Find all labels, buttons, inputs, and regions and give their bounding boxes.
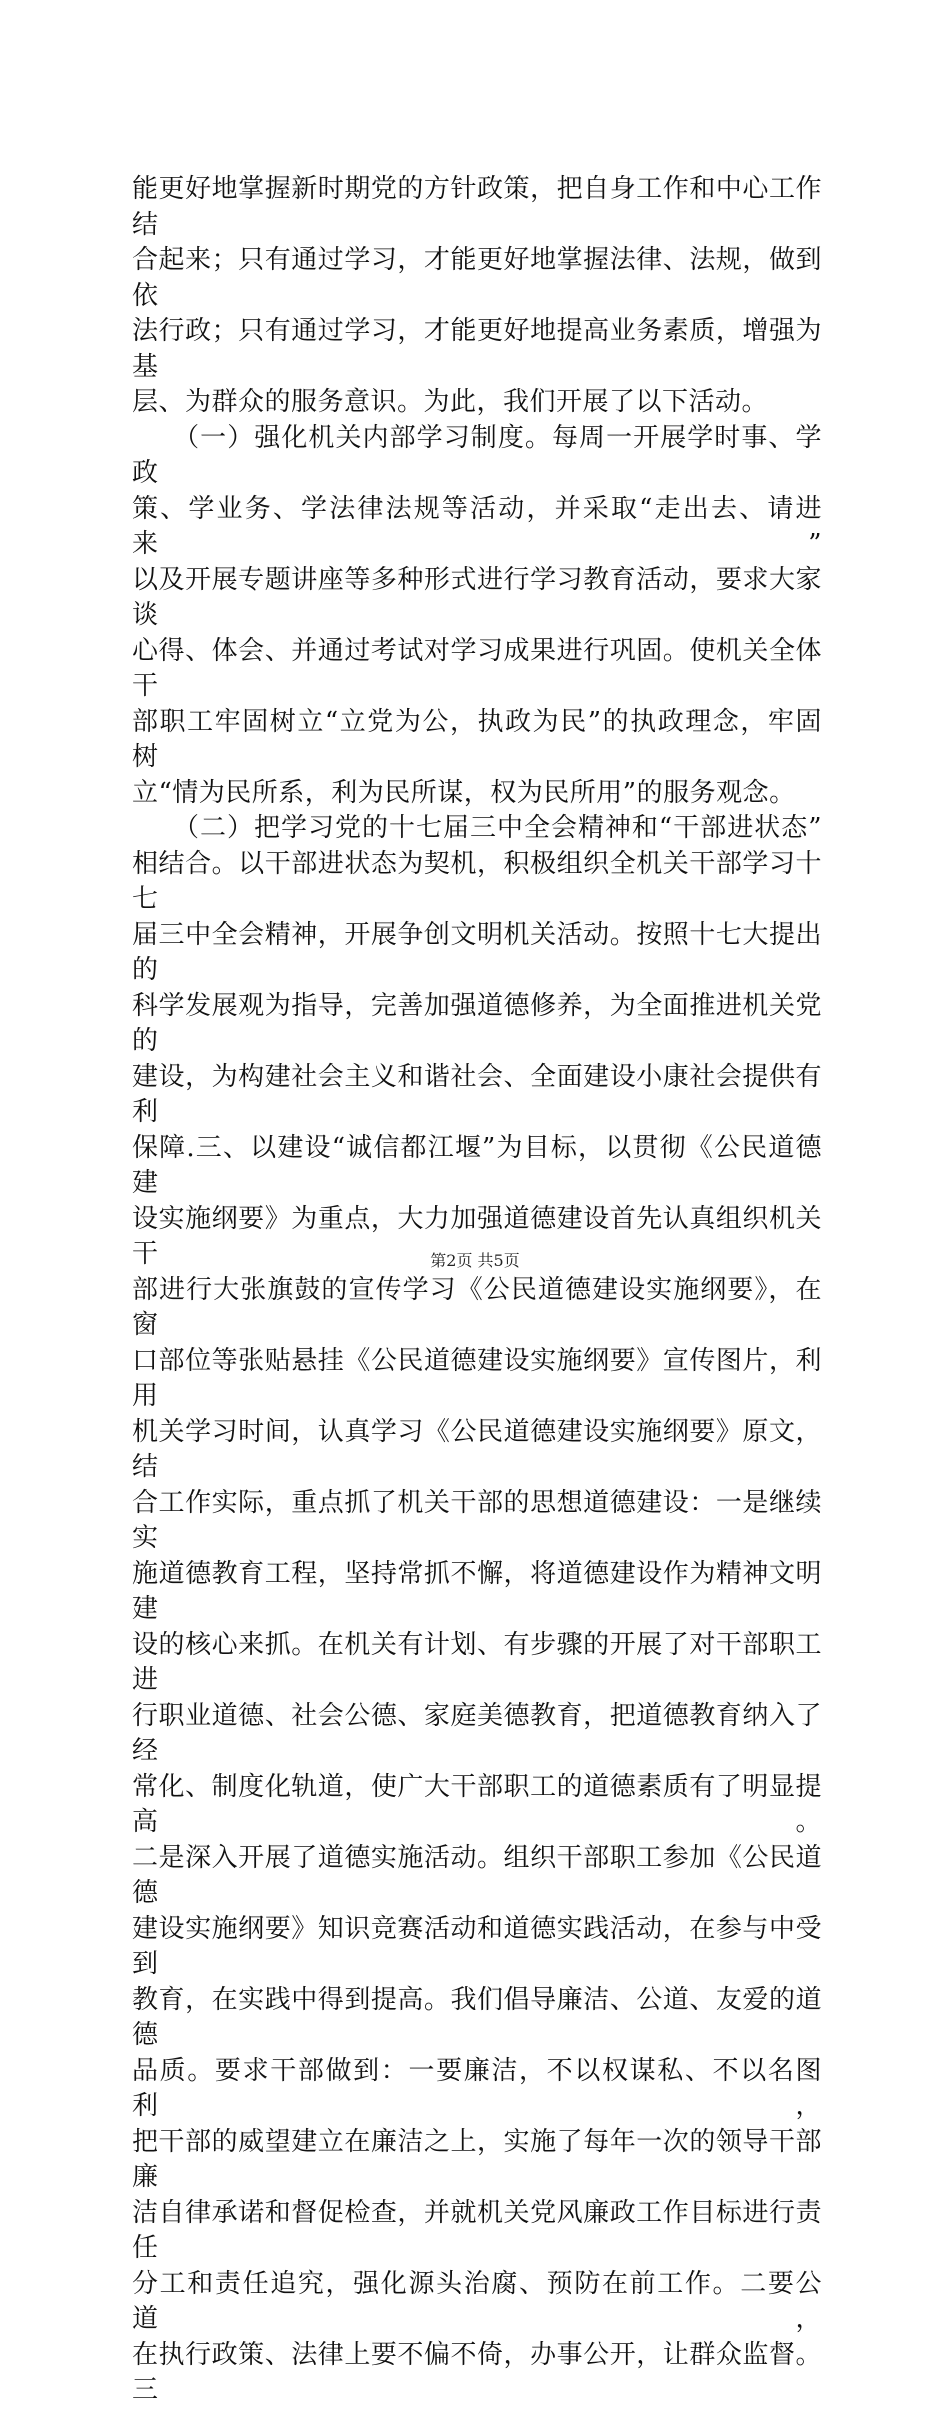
text-line-28: 教育，在实践中得到提高。我们倡导廉洁、公道、友爱的道德	[132, 1984, 822, 2050]
text-line-4: 层、为群众的服务意识。为此，我们开展了以下活动。	[132, 387, 769, 417]
text-line-16: 保障.三、以建设“诚信都江堰”为目标，以贯彻《公民道德建	[132, 1132, 822, 1198]
text-line-13: 届三中全会精神，开展争创文明机关活动。按照十七大提出的	[132, 919, 822, 985]
text-line-29: 品质。要求干部做到：一要廉洁，不以权谋私、不以名图利，	[132, 2055, 822, 2121]
text-line-21: 合工作实际，重点抓了机关干部的思想道德建设：一是继续实	[132, 1487, 822, 1553]
text-line-24: 行职业道德、社会公德、家庭美德教育，把道德教育纳入了经	[132, 1700, 822, 1766]
text-line-20: 机关学习时间，认真学习《公民道德建设实施纲要》原文，结	[132, 1416, 822, 1482]
text-line-12: 相结合。以干部进状态为契机，积极组织全机关干部学习十七	[132, 848, 822, 914]
text-line-22: 施道德教育工程，坚持常抓不懈，将道德建设作为精神文明建	[132, 1558, 822, 1624]
text-line-11: （二）把学习党的十七届三中全会精神和“干部进状态”	[132, 813, 822, 843]
text-line-15: 建设，为构建社会主义和谐社会、全面建设小康社会提供有利	[132, 1061, 822, 1127]
text-line-19: 口部位等张贴悬挂《公民道德建设实施纲要》宣传图片，利用	[132, 1345, 822, 1411]
text-line-10: 立“情为民所系，利为民所谋，权为民所用”的服务观念。	[132, 777, 796, 808]
page-number-footer: 第2页 共5页	[430, 1251, 520, 1270]
text-line-31: 洁自律承诺和督促检查，并就机关党风廉政工作目标进行责任	[132, 2197, 822, 2263]
text-line-26: 二是深入开展了道德实施活动。组织干部职工参加《公民道德	[132, 1842, 822, 1908]
text-line-8: 心得、体会、并通过考试对学习成果进行巩固。使机关全体干	[132, 635, 822, 701]
text-line-18: 部进行大张旗鼓的宣传学习《公民道德建设实施纲要》，在窗	[132, 1274, 822, 1340]
text-line-9: 部职工牢固树立“立党为公，执政为民”的执政理念，牢固树	[132, 706, 822, 772]
text-line-2: 合起来；只有通过学习，才能更好地掌握法律、法规，做到依	[132, 245, 822, 311]
text-line-33: 在执行政策、法律上要不偏不倚，办事公开，让群众监督。三	[132, 2339, 822, 2405]
document-body	[132, 172, 822, 2409]
text-line-5: （一）强化机关内部学习制度。每周一开展学时事、学政	[132, 422, 822, 488]
text-line-30: 把干部的威望建立在廉洁之上，实施了每年一次的领导干部廉	[132, 2126, 822, 2192]
text-line-27: 建设实施纲要》知识竞赛活动和道德实践活动，在参与中受到	[132, 1913, 822, 1979]
text-line-32: 分工和责任追究，强化源头治腐、预防在前工作。二要公道，	[132, 2268, 822, 2334]
text-line-25: 常化、制度化轨道，使广大干部职工的道德素质有了明显提高。	[132, 1771, 822, 1837]
text-line-17: 设实施纲要》为重点，大力加强道德建设首先认真组织机关干	[132, 1203, 822, 1269]
text-line-23: 设的核心来抓。在机关有计划、有步骤的开展了对干部职工进	[132, 1629, 822, 1695]
text-line-1: 能更好地掌握新时期党的方针政策，把自身工作和中心工作结	[132, 174, 822, 240]
text-line-3: 法行政；只有通过学习，才能更好地提高业务素质，增强为基	[132, 316, 822, 382]
text-line-6: 策、学业务、学法律法规等活动，并采取“走出去、请进来”	[132, 493, 822, 559]
text-line-14: 科学发展观为指导，完善加强道德修养，为全面推进机关党的	[132, 990, 822, 1056]
text-line-7: 以及开展专题讲座等多种形式进行学习教育活动，要求大家谈	[132, 564, 822, 630]
